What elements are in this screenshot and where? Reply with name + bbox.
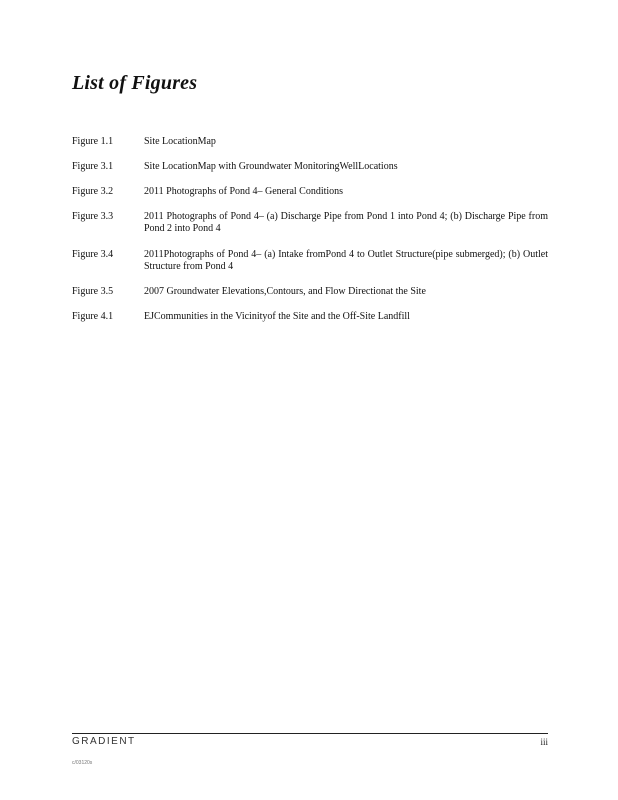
page-title: List of Figures (72, 72, 198, 94)
figure-list (72, 136, 548, 323)
page-number: iii (540, 737, 548, 747)
figure-title: 2011 Photographs of Pond 4– General Conditions (144, 186, 344, 197)
figure-number: Figure 3.5 (72, 286, 114, 297)
figure-number: Figure 3.4 (72, 249, 114, 260)
figure-title: 2011 Photographs of Pond 4– (a) Discharge Pipe from Pond 1 into Pond 4; (b) Discharge Pipe from Pond 2 into Pond 4 (144, 211, 548, 234)
figure-entry (72, 286, 548, 298)
figure-entry (72, 186, 548, 198)
figure-entry (72, 136, 548, 148)
figure-entry (72, 211, 548, 235)
figure-title: 2011Photographs of Pond 4– (a) Intake fromPond 4 to Outlet Structure(pipe submerged); (b) Outlet Structure from Pond 4 (144, 249, 548, 272)
figure-number: Figure 3.3 (72, 211, 114, 222)
document-code: c/03120s (72, 760, 93, 766)
figure-number: Figure 3.2 (72, 186, 114, 197)
figure-entry (72, 311, 548, 323)
figure-number: Figure 1.1 (72, 136, 114, 147)
figure-number: Figure 4.1 (72, 311, 114, 322)
footer-divider (72, 733, 548, 734)
figure-title: EJCommunities in the Vicinityof the Site and the Off-Site Landfill (144, 311, 410, 322)
company-logo: GRADIENT (72, 736, 136, 747)
figure-title: Site LocationMap (144, 136, 216, 147)
figure-number: Figure 3.1 (72, 161, 114, 172)
figure-title: Site LocationMap with Groundwater MonitoringWellLocations (144, 161, 398, 172)
figure-title: 2007 Groundwater Elevations,Contours, and Flow Directionat the Site (144, 286, 426, 297)
figure-entry (72, 161, 548, 173)
figure-entry (72, 249, 548, 273)
